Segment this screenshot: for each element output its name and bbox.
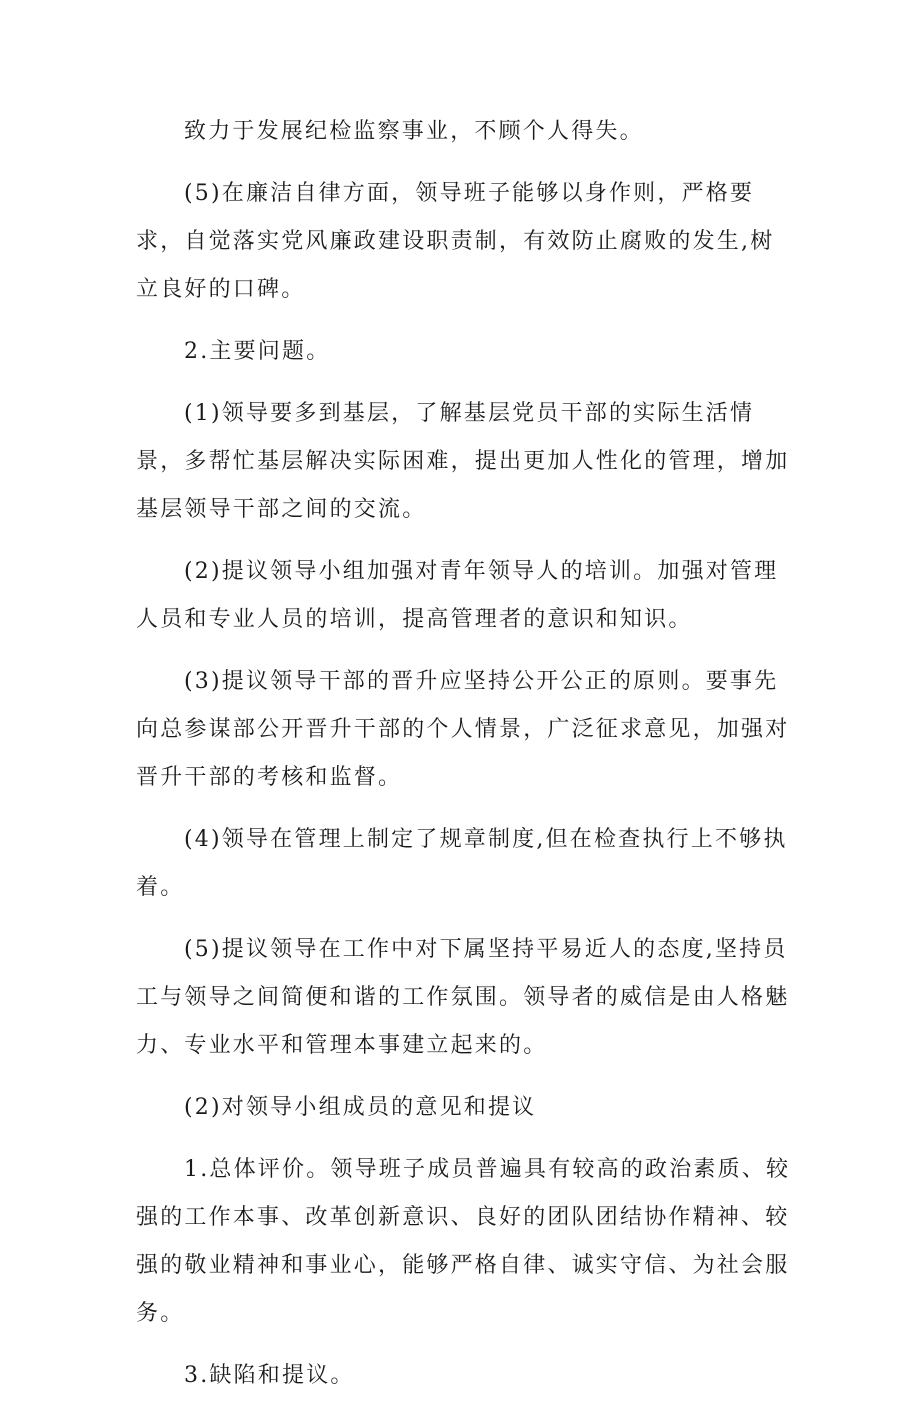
paragraph-continuation: 致力于发展纪检监察事业，不顾个人得失。 [184, 119, 644, 144]
paragraph-problem-2: (2)提议领导小组加强对青年领导人的培训。加强对管理人员和专业人员的培训，提高管理者的意识和知识。 [136, 559, 779, 632]
paragraph-problem-5: (5)提议领导在工作中对下属坚持平易近人的态度,坚持员工与领导之间简便和谐的工作氛围。领导者的威信是由人格魅力、专业水平和管理本事建立起来的。 [136, 937, 790, 1058]
document-body [136, 108, 796, 1414]
heading-defects-suggestions: 3.缺陷和提议。 [184, 1363, 355, 1388]
heading-member-opinions: (2)对领导小组成员的意见和提议 [184, 1095, 537, 1120]
paragraph-overall-evaluation: 1.总体评价。领导班子成员普遍具有较高的政治素质、较强的工作本事、改革创新意识、良好的团队团结协作精神、较强的敬业精神和事业心，能够严格自律、诚实守信、为社会服务。 [136, 1157, 791, 1326]
paragraph-problem-3: (3)提议领导干部的晋升应坚持公开公正的原则。要事先向总参谋部公开晋升干部的个人情景，广泛征求意见，加强对晋升干部的考核和监督。 [136, 669, 790, 790]
paragraph-problem-1: (1)领导要多到基层，了解基层党员干部的实际生活情景，多帮忙基层解决实际困难，提出更加人性化的管理，增加基层领导干部之间的交流。 [136, 401, 790, 522]
paragraph-problem-4: (4)领导在管理上制定了规章制度,但在检查执行上不够执着。 [136, 827, 788, 900]
paragraph-item-5-integrity: (5)在廉洁自律方面，领导班子能够以身作则，严格要求，自觉落实党风廉政建设职责制，有效防止腐败的发生,树立良好的口碑。 [136, 181, 775, 302]
heading-main-problems: 2.主要问题。 [184, 339, 331, 364]
